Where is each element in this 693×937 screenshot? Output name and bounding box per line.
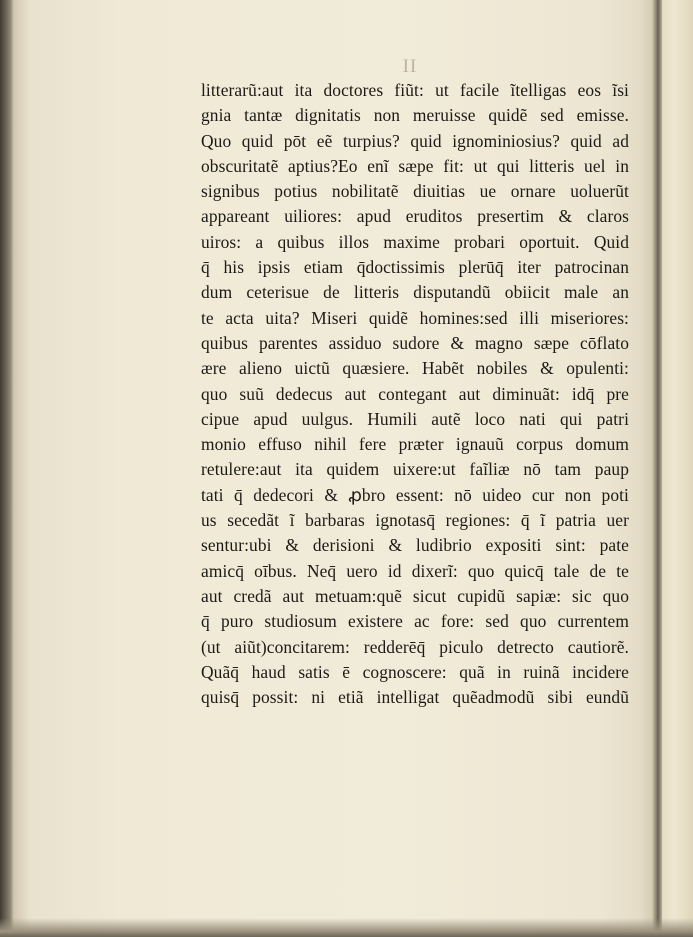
text-line: uiros: a quibus illos maxime probari oportuit. Quid [201, 231, 629, 252]
binding-shadow [0, 0, 14, 937]
page-gutter [652, 0, 662, 937]
text-line: us secedãt ĩ barbaras ignotasq̄ regiones: q̄ ĩ patria uer [201, 510, 629, 531]
facing-page-edge [662, 0, 693, 937]
folio-number: II [402, 56, 418, 77]
text-line: quibus parentes assiduo sudore & magno sæpe cōflato [201, 332, 629, 353]
text-line: retulere:aut ita quidem uixere:ut faĩliæ nō tam paup [201, 459, 629, 480]
text-line: dum ceterisue de litteris disputandũ obiicit male an [201, 282, 629, 303]
text-line: litterarũ:aut ita doctores fiũt: ut facile ĩtelligas eos ĩsi [201, 80, 629, 100]
text-line: quisq̄ possit: ni etiã intelligat quẽadmodũ sibi eundũ [201, 687, 629, 708]
text-line: q̄ puro studiosum existere ac fore: sed quo currentem [201, 611, 629, 632]
text-line: ære alieno uictũ quæsiere. Habẽt nobiles & opulenti: [201, 358, 629, 379]
text-block [201, 78, 629, 710]
text-line: sentur:ubi & derisioni & ludibrio expositi sint: pate [201, 535, 629, 556]
text-line: gnia tantæ dignitatis non meruisse quidẽ sed emisse. [201, 105, 629, 126]
text-line: Quo quid pōt eẽ turpius? quid ignominiosius? quid ad [201, 130, 629, 151]
text-line: appareant uiliores: apud eruditos presertim & claros [201, 206, 629, 227]
text-line: tati q̄ dedecori & ꝓbro essent: nō uideo cur non poti [201, 484, 629, 505]
text-line: (ut aiũt)concitarem: redderēq̄ piculo detrecto cautiorẽ. [201, 636, 629, 657]
text-line: aut credã aut metuam:quẽ sicut cupidũ sapiæ: sic quo [201, 585, 629, 606]
text-line: monio effuso nihil fere præter ignauũ corpus domum [201, 434, 629, 455]
text-line: signibus potius nobilitatẽ diuitias ue ornare uoluerũt [201, 181, 629, 202]
text-line: quo suũ dedecus aut contegant aut diminuãt: idq̄ pre [201, 383, 629, 404]
text-line: cipue apud uulgus. Humili autẽ loco nati qui patri [201, 408, 629, 429]
text-line: q̄ his ipsis etiam q̄doctissimis plerūq̄ iter patrocinan [201, 257, 629, 278]
text-line: te acta uita? Miseri quidẽ homines:sed illi miseriores: [201, 307, 629, 328]
page-bottom-edge [0, 918, 693, 937]
text-line: amicq̄ oībus. Neq̄ uero id dixerĩ: quo quicq̄ tale de te [201, 560, 629, 581]
text-line: Quãq̄ haud satis ē cognoscere: quã in ruinã incidere [201, 661, 629, 682]
text-line: obscuritatẽ aptius?Eo enĩ sæpe fit: ut qui litteris uel in [201, 155, 629, 176]
